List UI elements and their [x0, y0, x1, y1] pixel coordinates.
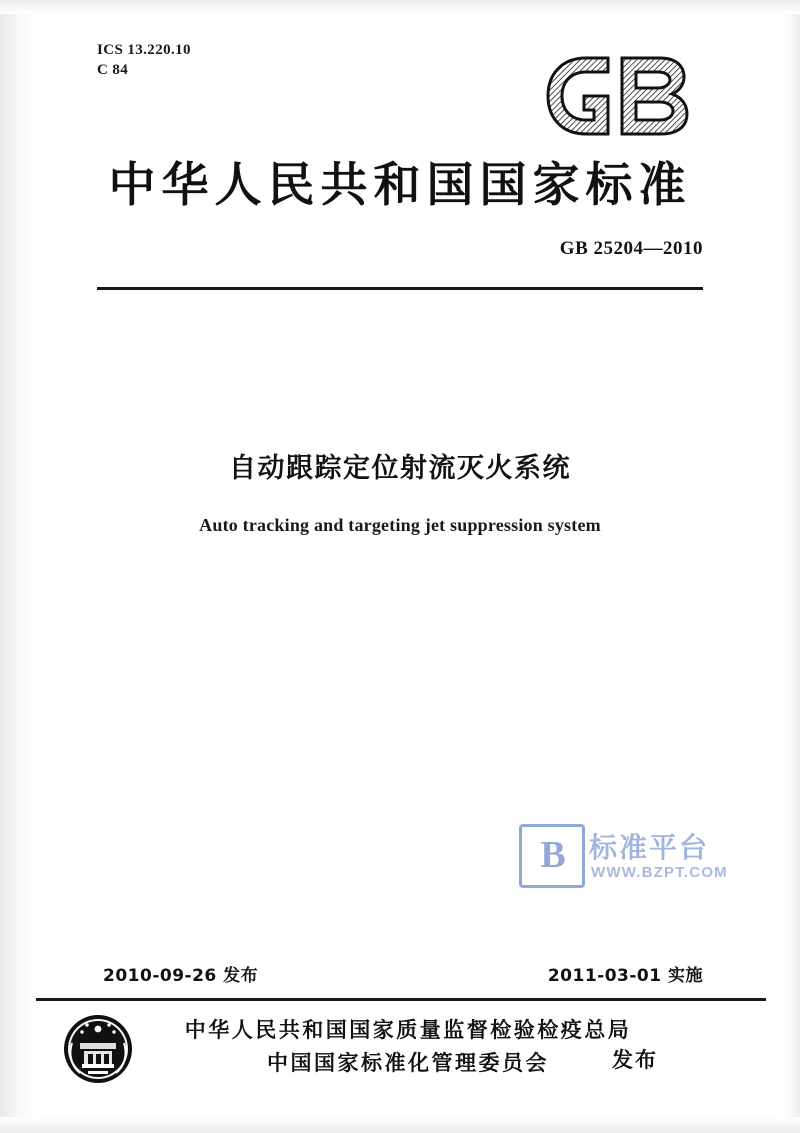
watermark — [519, 824, 765, 896]
page-title: 中华人民共和国国家标准 — [108, 158, 692, 213]
effective-date: 2011-03-01 实施 — [547, 966, 703, 986]
ics-code: ICS 13.220.10 — [97, 42, 191, 58]
national-emblem-icon — [62, 1013, 134, 1085]
watermark-url: WWW.BZPT.COM — [591, 864, 728, 881]
paper-edge-top — [0, 0, 800, 14]
header-divider — [97, 287, 703, 290]
watermark-badge-icon: B — [519, 824, 585, 888]
paper-edge-bottom — [0, 1117, 800, 1133]
document-title-english: Auto tracking and targeting jet suppression system — [199, 515, 601, 535]
gb-logo-icon — [542, 52, 712, 140]
footer-divider — [36, 998, 766, 1001]
issuer-secondary: 中国国家标准化管理委员会 — [267, 1050, 549, 1075]
issue-date: 2010-09-26 发布 — [103, 966, 259, 986]
watermark-text: 标准平台 — [589, 831, 710, 864]
standard-number: GB 25204—2010 — [559, 238, 703, 259]
publish-label: 发布 — [612, 1048, 658, 1072]
ccs-code: C 84 — [97, 62, 129, 79]
document-title-chinese: 自动跟踪定位射流灭火系统 — [229, 453, 571, 484]
issuer-primary: 中华人民共和国国家质量监督检验检疫总局 — [184, 1018, 632, 1042]
issuing-authorities — [148, 1014, 668, 1079]
ics-classification — [97, 40, 191, 81]
